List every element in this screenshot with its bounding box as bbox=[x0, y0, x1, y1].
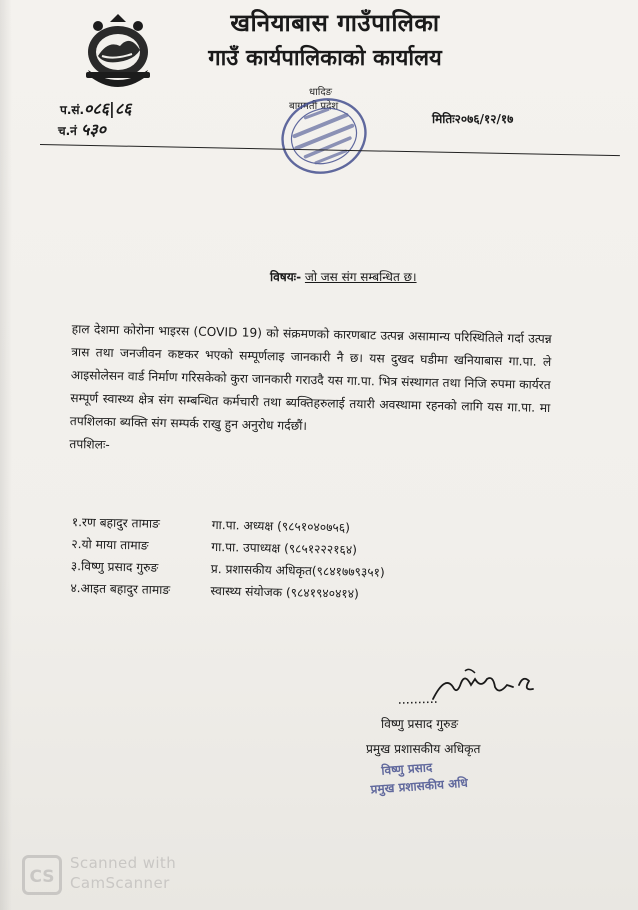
office-seal-stamp-icon bbox=[278, 95, 370, 177]
signer-designation: प्रमुख प्रशासकीय अधिकृत bbox=[366, 742, 481, 756]
subject-line bbox=[270, 268, 417, 285]
reference-number bbox=[60, 97, 131, 119]
body-paragraph-text: हाल देशमा कोरोना भाइरस (COVID 19) को संक्रमणको कारणबाट उत्पन्न असामान्य परिस्थितिले गर्दा उत्पन्न त्रास तथा जनजीवन कष्टकर भएको सम्पूर्णलाइ जानकारी नै छ। यस दुखद घडीमा खनियाबास गा.पा. ले आइसोलेसन वार्ड निर्माण गरिसकेको कुरा जानकारी गराउदै यस गा.पा. भित्र संस्थागत तथा निजि रुपमा कार्यरत सम्पूर्ण स्वास्थ्य क्षेत्र संग सम्बन्धित कर्मचारी तथा ब्यक्तिहरुलाई तयारी अवस्थामा रहनको लागि यस गा.पा. मा तपशिलका ब्यक्ति संग सम्पर्क राखु हुन अनुरोध गर्दछौं। bbox=[69, 321, 552, 433]
ref-label: प.सं. bbox=[60, 103, 85, 117]
contact-name: ३.विष्णु प्रसाद गुरुङ bbox=[70, 558, 159, 575]
contact-name: १.रण बहादुर तामाङ bbox=[71, 514, 161, 531]
contact-list bbox=[70, 513, 385, 602]
office-province: बागमती प्रदेश bbox=[289, 101, 339, 112]
contact-role: गा.पा. अध्यक्ष (९८५१०४०७५६) bbox=[211, 517, 351, 535]
designation-stamp bbox=[369, 754, 501, 803]
scanner-watermark bbox=[70, 853, 176, 893]
stamp-line-2: प्रमुख प्रशासकीय अधि bbox=[370, 775, 469, 797]
body-paragraph bbox=[69, 318, 552, 466]
contact-name: ४.आइत बहादुर तामाङ bbox=[70, 580, 171, 598]
dispatch-value: ५३० bbox=[81, 120, 106, 139]
watermark-line-2: CamScanner bbox=[70, 874, 170, 892]
signer-name: विष्णु प्रसाद गुरुङ bbox=[381, 717, 459, 731]
stamp-line-1: विष्णु प्रसाद bbox=[380, 760, 433, 778]
svg-text:CS: CS bbox=[29, 867, 55, 887]
office-district: धादिङ bbox=[309, 87, 333, 98]
subject-label: विषयः- bbox=[270, 270, 302, 284]
page-shadow bbox=[0, 0, 12, 910]
nepal-emblem-icon bbox=[80, 12, 156, 92]
handwritten-signature-icon bbox=[395, 665, 545, 715]
contact-name: २.यो माया तामाङ bbox=[71, 536, 149, 553]
watermark-line-1: Scanned with bbox=[70, 854, 177, 872]
ref-value: ०८६|८६ bbox=[84, 99, 132, 118]
contact-role: गा.पा. उपाध्यक्ष (९८५१२२२१६४) bbox=[211, 539, 358, 557]
office-title: गाउँ कार्यपालिकाको कार्यालय bbox=[208, 46, 442, 71]
municipality-title: खनियाबास गाउँपालिका bbox=[230, 9, 440, 37]
dispatch-number bbox=[58, 118, 106, 140]
camscanner-logo-icon bbox=[22, 855, 62, 895]
letter-date: मितिः२०७६/१२/१७ bbox=[432, 112, 514, 126]
subject-value: जो जस संग सम्बन्धित छ। bbox=[304, 270, 417, 284]
contact-role: प्र. प्रशासकीय अधिकृत(९८४१७७९३५१) bbox=[210, 561, 385, 580]
details-label: तपशिलः- bbox=[69, 436, 110, 452]
dispatch-label: च.नं bbox=[58, 124, 77, 138]
contact-role: स्वास्थ्य संयोजक (९८४१९४०४१४) bbox=[210, 583, 359, 602]
